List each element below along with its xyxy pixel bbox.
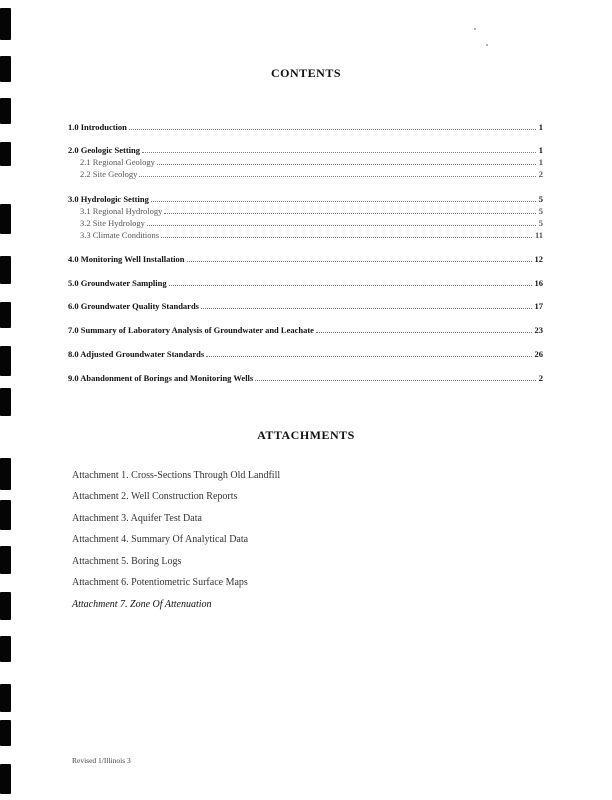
toc-subentry bbox=[80, 155, 543, 167]
toc-entry bbox=[68, 299, 543, 311]
scan-speck bbox=[474, 28, 476, 30]
toc-entry-page: 11 bbox=[534, 230, 543, 240]
binder-mark bbox=[0, 546, 11, 574]
toc-entry-label: 6.0 Groundwater Quality Standards bbox=[68, 301, 199, 311]
toc-entry-page: 2 bbox=[538, 373, 543, 383]
toc-entry bbox=[68, 347, 543, 359]
footer-revision: Revised 1/Illinois 3 bbox=[72, 756, 131, 765]
binder-mark bbox=[0, 592, 11, 620]
binder-mark bbox=[0, 764, 11, 794]
toc-entry-label: 5.0 Groundwater Sampling bbox=[68, 278, 167, 288]
toc-leader bbox=[206, 356, 531, 357]
toc-subentry bbox=[80, 216, 543, 228]
toc-entry bbox=[68, 120, 543, 132]
attachment-item: Attachment 4. Summary Of Analytical Data bbox=[72, 534, 249, 545]
toc-entry-label: 3.1 Regional Hydrology bbox=[80, 206, 163, 216]
binder-mark bbox=[0, 500, 11, 530]
scan-speck bbox=[486, 44, 488, 46]
binder-mark bbox=[0, 142, 11, 166]
toc-leader bbox=[161, 237, 532, 238]
toc-entry-page: 5 bbox=[538, 206, 543, 216]
attachment-item: Attachment 1. Cross-Sections Through Old Landfill bbox=[72, 470, 281, 481]
contents-heading: CONTENTS bbox=[270, 66, 342, 80]
toc-entry bbox=[68, 371, 543, 383]
binder-mark bbox=[0, 720, 11, 746]
binder-mark bbox=[0, 302, 11, 328]
toc-leader bbox=[164, 213, 535, 214]
attachment-item: Attachment 6. Potentiometric Surface Maps bbox=[72, 577, 248, 588]
toc-entry-label: 8.0 Adjusted Groundwater Standards bbox=[68, 349, 205, 359]
toc-entry-page: 1 bbox=[538, 145, 543, 155]
toc-entry-page: 17 bbox=[534, 301, 543, 311]
toc-leader bbox=[316, 332, 532, 333]
toc-subentry bbox=[80, 204, 543, 216]
toc-entry bbox=[68, 192, 543, 204]
binder-mark bbox=[0, 8, 11, 40]
attachment-item: Attachment 3. Aquifer Test Data bbox=[72, 513, 202, 524]
toc-entry-page: 12 bbox=[534, 254, 543, 264]
toc-entry bbox=[68, 323, 543, 335]
toc-leader bbox=[147, 225, 536, 226]
binder-mark bbox=[0, 636, 11, 662]
toc-leader bbox=[169, 285, 532, 286]
toc-entry-label: 7.0 Summary of Laboratory Analysis of Groundwater and Leachate bbox=[68, 325, 314, 335]
toc-entry-label: 1.0 Introduction bbox=[68, 122, 127, 132]
toc-entry-page: 23 bbox=[534, 325, 543, 335]
attachment-item: Attachment 5. Boring Logs bbox=[72, 556, 182, 567]
toc-subentry bbox=[80, 167, 543, 179]
toc-entry-page: 5 bbox=[538, 218, 543, 228]
toc-entry-label: 2.0 Geologic Setting bbox=[68, 145, 141, 155]
toc-entry-label: 3.2 Site Hydrology bbox=[80, 218, 145, 228]
toc-entry-page: 16 bbox=[534, 278, 543, 288]
attachment-item: Attachment 7. Zone Of Attenuation bbox=[72, 599, 212, 610]
toc-entry-page: 5 bbox=[538, 194, 543, 204]
toc-entry-label: 3.0 Hydrologic Setting bbox=[68, 194, 149, 204]
toc-entry bbox=[68, 276, 543, 288]
toc-entry-page: 1 bbox=[538, 157, 543, 167]
toc-entry bbox=[68, 143, 543, 155]
binder-mark bbox=[0, 388, 11, 416]
binder-mark bbox=[0, 204, 11, 234]
toc-entry-page: 1 bbox=[538, 122, 543, 132]
toc-entry-label: 3.3 Climate Conditions bbox=[80, 230, 160, 240]
attachments-heading: ATTACHMENTS bbox=[257, 428, 355, 442]
toc-entry-page: 2 bbox=[538, 169, 543, 179]
toc-leader bbox=[201, 308, 532, 309]
toc-leader bbox=[157, 164, 536, 165]
toc-leader bbox=[151, 201, 536, 202]
toc-entry-label: 2.2 Site Geology bbox=[80, 169, 138, 179]
binder-mark bbox=[0, 684, 11, 712]
binder-mark bbox=[0, 98, 11, 124]
toc-entry-label: 2.1 Regional Geology bbox=[80, 157, 155, 167]
toc-leader bbox=[187, 261, 532, 262]
toc-entry-label: 9.0 Abandonment of Borings and Monitoring Wells bbox=[68, 373, 254, 383]
toc-leader bbox=[129, 129, 536, 130]
toc-entry bbox=[68, 252, 543, 264]
binder-mark bbox=[0, 346, 11, 376]
toc-leader bbox=[139, 176, 535, 177]
toc-entry-label: 4.0 Monitoring Well Installation bbox=[68, 254, 185, 264]
toc-entry-page: 26 bbox=[534, 349, 543, 359]
attachment-item: Attachment 2. Well Construction Reports bbox=[72, 491, 238, 502]
toc-leader bbox=[142, 152, 536, 153]
binder-mark bbox=[0, 256, 11, 284]
toc-subentry bbox=[80, 228, 543, 240]
binder-mark bbox=[0, 458, 11, 490]
toc-leader bbox=[255, 380, 536, 381]
